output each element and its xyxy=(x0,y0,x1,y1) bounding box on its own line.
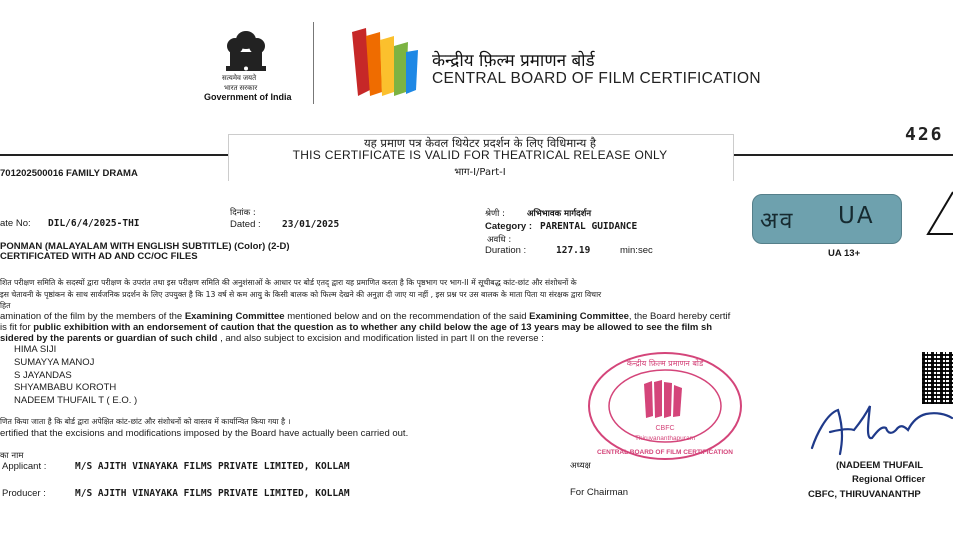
duration-unit: min:sec xyxy=(620,245,653,256)
producer-value: M/S AJITH VINAYAKA FILMS PRIVATE LIMITED, KOLLAM xyxy=(75,488,350,499)
officer-name: (NADEEM THUFAIL xyxy=(836,460,924,471)
film-format: CERTIFICATED WITH AD AND CC/OC FILES xyxy=(0,251,198,262)
hindi-paragraph-3: हित xyxy=(0,301,11,310)
applicant-label: Applicant : xyxy=(2,461,47,472)
cbfc-seal-stamp xyxy=(586,350,744,462)
member-4: SHYAMBABU KOROTH xyxy=(14,382,117,393)
genre-code: 701202500016 FAMILY DRAMA xyxy=(0,168,138,179)
warning-triangle-icon xyxy=(920,190,953,240)
officer-signature xyxy=(808,400,953,458)
hindi-name-label: का नाम xyxy=(0,451,24,461)
duration-hindi: अवधि : xyxy=(487,235,512,245)
english-line-1-b: Examining Committee xyxy=(184,311,285,322)
category-hindi-label: श्रेणी : xyxy=(485,209,505,219)
date-label: Dated : xyxy=(230,219,261,230)
govt-english-text: Government of India xyxy=(204,92,292,102)
english-line-1-a: amination of the film by the members of the xyxy=(0,311,185,322)
seal-center-text: CBFC xyxy=(655,425,675,432)
board-name-english: CENTRAL BOARD OF FILM CERTIFICATION xyxy=(432,70,761,87)
cert-no-label: ate No: xyxy=(0,218,31,229)
right-rule xyxy=(732,154,953,156)
rating-code: UA xyxy=(838,203,875,229)
hindi-paragraph-1: शित परीक्षण समिति के सदस्यों द्वारा परीक्षण के उपरांत तथा इस परीक्षण समिति की अनुशंसाओं के आधार पर बोर्ड एतद् द्वारा यह प्रमाणित करता है कि पृष्ठभाग पर भाग-II में सूचीबद्ध कांट-छांट और संशोधनों के xyxy=(0,278,577,287)
member-2: SUMAYYA MANOJ xyxy=(14,357,95,368)
applicant-value: M/S AJITH VINAYAKA FILMS PRIVATE LIMITED, KOLLAM xyxy=(75,461,350,472)
date-hindi: दिनांक : xyxy=(230,208,256,218)
cbfc-logo-icon xyxy=(348,26,420,102)
seal-english-text: CENTRAL BOARD OF FILM CERTIFICATION xyxy=(597,449,733,456)
english-line-3-a: sidered by the parents or guardian of such child xyxy=(0,333,218,344)
film-title: PONMAN (MALAYALAM WITH ENGLISH SUBTITLE) (Color) (2-D) xyxy=(0,241,290,252)
rating-label: UA 13+ xyxy=(828,248,861,259)
govt-hindi-text: भारत सरकार xyxy=(224,85,258,92)
duration-label: Duration : xyxy=(485,245,527,256)
part-label: भाग-I/Part-I xyxy=(454,167,506,178)
qr-code xyxy=(922,352,953,404)
english-line-2-b: public exhibition with an endorsement of caution that the question as to whether any child below the age of 13 years may be allowed to see the film sh xyxy=(33,322,713,333)
satyamev-jayate-text: सत्यमेव जयते xyxy=(222,75,257,82)
rating-hindi: अव xyxy=(760,208,795,234)
english-line-1-e: , the Board hereby certif xyxy=(628,311,731,322)
category-label: Category : xyxy=(485,221,532,232)
validity-hindi: यह प्रमाण पत्र केवल थियेटर प्रदर्शन के लिए विधिमान्य है xyxy=(363,136,597,150)
category-value: PARENTAL GUIDANCE xyxy=(540,221,638,232)
left-rule xyxy=(0,154,228,156)
english-line-2-a: is fit for xyxy=(0,322,34,333)
board-name-hindi: केन्द्रीय फ़िल्म प्रमाणन बोर्ड xyxy=(432,51,595,71)
member-3: S JAYANDAS xyxy=(14,370,72,381)
category-hindi: अभिभावक मार्गदर्शन xyxy=(527,209,592,219)
english-line-3-b: , and also subject to excision and modification listed in part II on the reverse : xyxy=(217,333,544,344)
chairman-hindi: अध्यक्ष xyxy=(570,461,591,471)
validity-english: THIS CERTIFICATE IS VALID FOR THEATRICAL RELEASE ONLY xyxy=(292,148,668,162)
duration-value: 127.19 xyxy=(556,245,591,256)
date-value: 23/01/2025 xyxy=(282,219,340,230)
serial-number: 426 xyxy=(905,124,944,145)
officer-title: Regional Officer xyxy=(852,474,926,485)
member-5: NADEEM THUFAIL T ( E.O. ) xyxy=(14,395,138,406)
for-chairman: For Chairman xyxy=(570,487,629,498)
cert-no: DIL/6/4/2025-THI xyxy=(48,218,140,229)
seal-hindi-text: केन्द्रीय फ़िल्म प्रमाणन बोर्ड xyxy=(626,359,704,368)
member-1: HIMA SIJI xyxy=(14,344,57,355)
officer-office: CBFC, THIRUVANANTHP xyxy=(808,489,921,500)
english-line-3 xyxy=(0,333,544,344)
english-certified: ertified that the excisions and modifications imposed by the Board have actually been carried out. xyxy=(0,428,409,439)
producer-label: Producer : xyxy=(2,488,46,499)
seal-city-text: Thiruvananthapuram xyxy=(635,435,695,442)
english-line-1-d: Examining Committee xyxy=(529,311,629,322)
english-line-2 xyxy=(0,322,712,333)
english-line-1-c: mentioned below and on the recommendation of the said xyxy=(284,311,530,322)
hindi-certified: णित किया जाता है कि बोर्ड द्वारा अपेक्षित कांट-छांट और संशोधनों को वास्तव में कार्यान्वित किया गया है । xyxy=(0,417,291,426)
hindi-paragraph-2: इस चेतावनी के पृष्ठांकन के साथ सार्वजनिक प्रदर्शन के लिए उपयुक्त है कि 13 वर्ष से कम आयु के किसी बालक को फिल्म देखने की अनुज्ञा दी जाए या नहीं , इस प्रश्न पर उस बालक के माता पिता या संरक्षक द्वारा विचार xyxy=(0,290,602,299)
header-divider xyxy=(313,22,314,104)
english-line-1 xyxy=(0,311,730,322)
